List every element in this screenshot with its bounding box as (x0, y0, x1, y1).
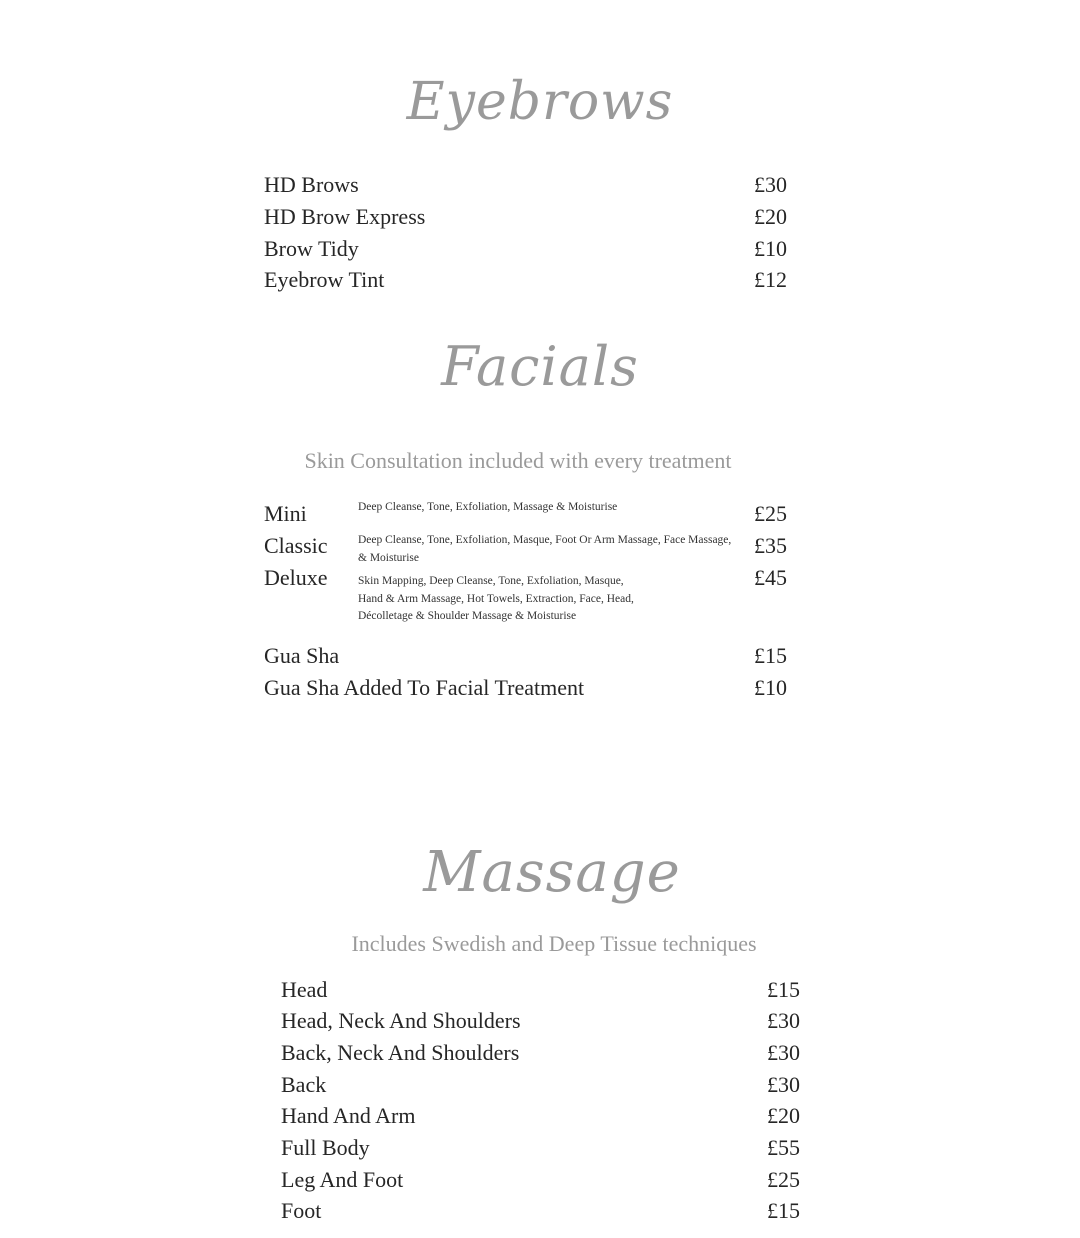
massage-item-head-neck-shoulders (281, 1008, 821, 1038)
description-line: Décolletage & Shoulder Massage & Moisturise (358, 610, 577, 622)
item-price: £30 (767, 1072, 800, 1097)
item-price: £55 (767, 1135, 800, 1160)
eyebrows-title: Eyebrows (406, 72, 674, 132)
facial-mini-description (358, 499, 617, 517)
massage-item-leg-foot (281, 1167, 821, 1197)
item-price: £30 (767, 1040, 800, 1065)
description-line: Deep Cleanse, Tone, Exfoliation, Massage & Moisturise (358, 501, 618, 513)
description-line: Hand & Arm Massage, Hot Towels, Extraction, Face, Head, (358, 592, 634, 605)
item-price: £30 (767, 1008, 800, 1033)
item-price: £10 (754, 236, 787, 261)
item-price: £15 (767, 1198, 800, 1223)
facial-classic-description (358, 532, 731, 567)
item-name: Head, Neck And Shoulders (281, 1008, 521, 1033)
item-price: £10 (754, 675, 787, 700)
item-price: £45 (754, 565, 787, 590)
item-name: Deluxe (264, 565, 328, 590)
massage-item-full-body (281, 1135, 821, 1165)
item-name: Hand And Arm (281, 1103, 416, 1128)
eyebrows-item-hd-brows (264, 172, 804, 202)
item-name: Mini (264, 501, 307, 526)
item-name: Gua Sha Added To Facial Treatment (264, 675, 585, 700)
item-price: £35 (754, 533, 787, 558)
massage-title: Massage (423, 840, 681, 905)
facials-subtitle: Skin Consultation included with every treatment (304, 448, 732, 473)
massage-item-back (281, 1072, 821, 1102)
item-name: Leg And Foot (281, 1167, 404, 1192)
item-price: £30 (754, 172, 787, 197)
eyebrows-item-eyebrow-tint (264, 267, 804, 297)
description-line: Skin Mapping, Deep Cleanse, Tone, Exfoliation, Masque, (358, 575, 624, 587)
item-name: Back, Neck And Shoulders (281, 1040, 520, 1065)
item-price: £15 (767, 977, 800, 1002)
facial-deluxe-description (358, 573, 634, 626)
massage-item-foot (281, 1198, 821, 1228)
item-name: Gua Sha (264, 643, 340, 668)
massage-subtitle: Includes Swedish and Deep Tissue techniques (351, 931, 757, 956)
eyebrows-item-hd-brow-express (264, 204, 804, 234)
massage-item-back-neck-shoulders (281, 1040, 821, 1070)
eyebrows-item-brow-tidy (264, 236, 804, 266)
item-price: £25 (767, 1167, 800, 1192)
description-line: Deep Cleanse, Tone, Exfoliation, Masque, Foot Or Arm Massage, Face Massage, (358, 534, 732, 546)
massage-item-hand-arm (281, 1103, 821, 1133)
item-name: Brow Tidy (264, 236, 359, 261)
item-name: Full Body (281, 1135, 370, 1160)
facial-extra-gua-sha-added (264, 675, 804, 705)
facials-title: Facials (441, 335, 639, 398)
description-line: & Moisturise (358, 551, 420, 564)
item-name: Head (281, 977, 328, 1002)
item-price: £15 (754, 643, 787, 668)
item-name: Back (281, 1072, 327, 1097)
massage-item-head (281, 977, 821, 1007)
item-price: £20 (754, 204, 787, 229)
item-name: Foot (281, 1198, 322, 1223)
item-name: HD Brow Express (264, 204, 426, 229)
item-price: £20 (767, 1103, 800, 1128)
item-name: Eyebrow Tint (264, 267, 385, 292)
item-price: £25 (754, 501, 787, 526)
facial-extra-gua-sha (264, 643, 804, 673)
item-name: HD Brows (264, 172, 359, 197)
item-price: £12 (754, 267, 787, 292)
item-name: Classic (264, 533, 328, 558)
